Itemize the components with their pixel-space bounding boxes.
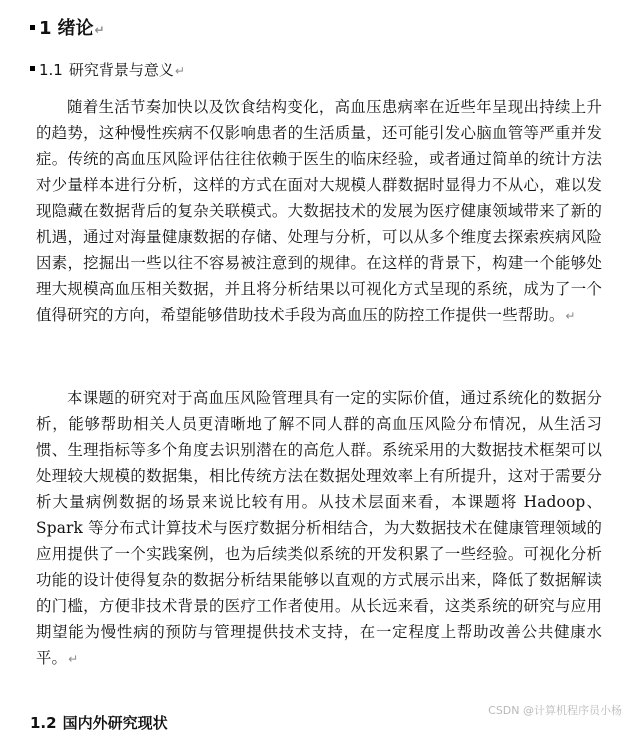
paragraph-mark-icon: ↵: [174, 64, 185, 78]
paragraph-text: 本课题的研究对于高血压风险管理具有一定的实际价值，通过系统化的数据分析，能够帮助相关人员更清晰地了解不同人群的高血压风险分布情况，从生活习惯、生理指标等多个角度去识别潜在的高危人群。系统采用的大数据技术框架可以处理较大规模的数据集，相比传统方法在数据处理效率上有所提升，这对于需要分析大量病例数据的场景来说比较有用。从技术层面来看，本课题将 Hadoop、Spark 等分布式计算技术与医疗数据分析相结合，为大数据技术在健康管理领域的应用提供了一个实践案例，也为后续类似系统的开发积累了一些经验。可视化分析功能的设计使得复杂的数据分析结果能够以直观的方式展示出来，降低了数据解读的门槛，方便非技术背景的医疗工作者使用。从长远来看，这类系统的研究与应用期望能为慢性病的预防与管理提供技术支持，在一定程度上帮助改善公共健康水平。: [36, 389, 602, 667]
heading-title: 绪论: [57, 18, 94, 39]
paragraph-mark-icon: ↵: [68, 652, 79, 666]
heading-bullet-marker: [30, 66, 35, 71]
section-number: 1.2: [30, 714, 57, 732]
section-title: 国内外研究现状: [62, 714, 168, 732]
section-title: 研究背景与意义: [68, 61, 174, 79]
heading-level-2: [30, 59, 185, 80]
heading-bullet-marker: [30, 25, 35, 30]
body-paragraph: [36, 385, 602, 672]
paragraph-text: 随着生活节奏加快以及饮食结构变化，高血压患病率在近些年呈现出持续上升的趋势，这种慢性疾病不仅影响患者的生活质量，还可能引发心脑血管等严重并发症。传统的高血压风险评估往往依赖于医生的临床经验，或者通过简单的统计方法对少量样本进行分析，这样的方式在面对大规模人群数据时显得力不从心，难以发现隐藏在数据背后的复杂关联模式。大数据技术的发展为医疗健康领域带来了新的机遇，通过对海量健康数据的存储、处理与分析，可以从多个维度去探索疾病风险因素，挖掘出一些以往不容易被注意到的规律。在这样的背景下，构建一个能够处理大规模高血压相关数据，并且将分析结果以可视化方式呈现的系统，成为了一个值得研究的方向，希望能够借助技术手段为高血压的防控工作提供一些帮助。: [36, 98, 602, 324]
watermark-text: CSDN @计算机程序员小杨: [488, 704, 622, 717]
paragraph-mark-icon: ↵: [94, 23, 105, 37]
section-number: 1.1: [39, 61, 63, 79]
body-paragraph: [36, 94, 602, 329]
heading-level-1: [30, 14, 105, 40]
next-section-heading: [30, 712, 168, 733]
heading-number: 1: [39, 18, 52, 39]
paragraph-mark-icon: ↵: [565, 309, 576, 323]
